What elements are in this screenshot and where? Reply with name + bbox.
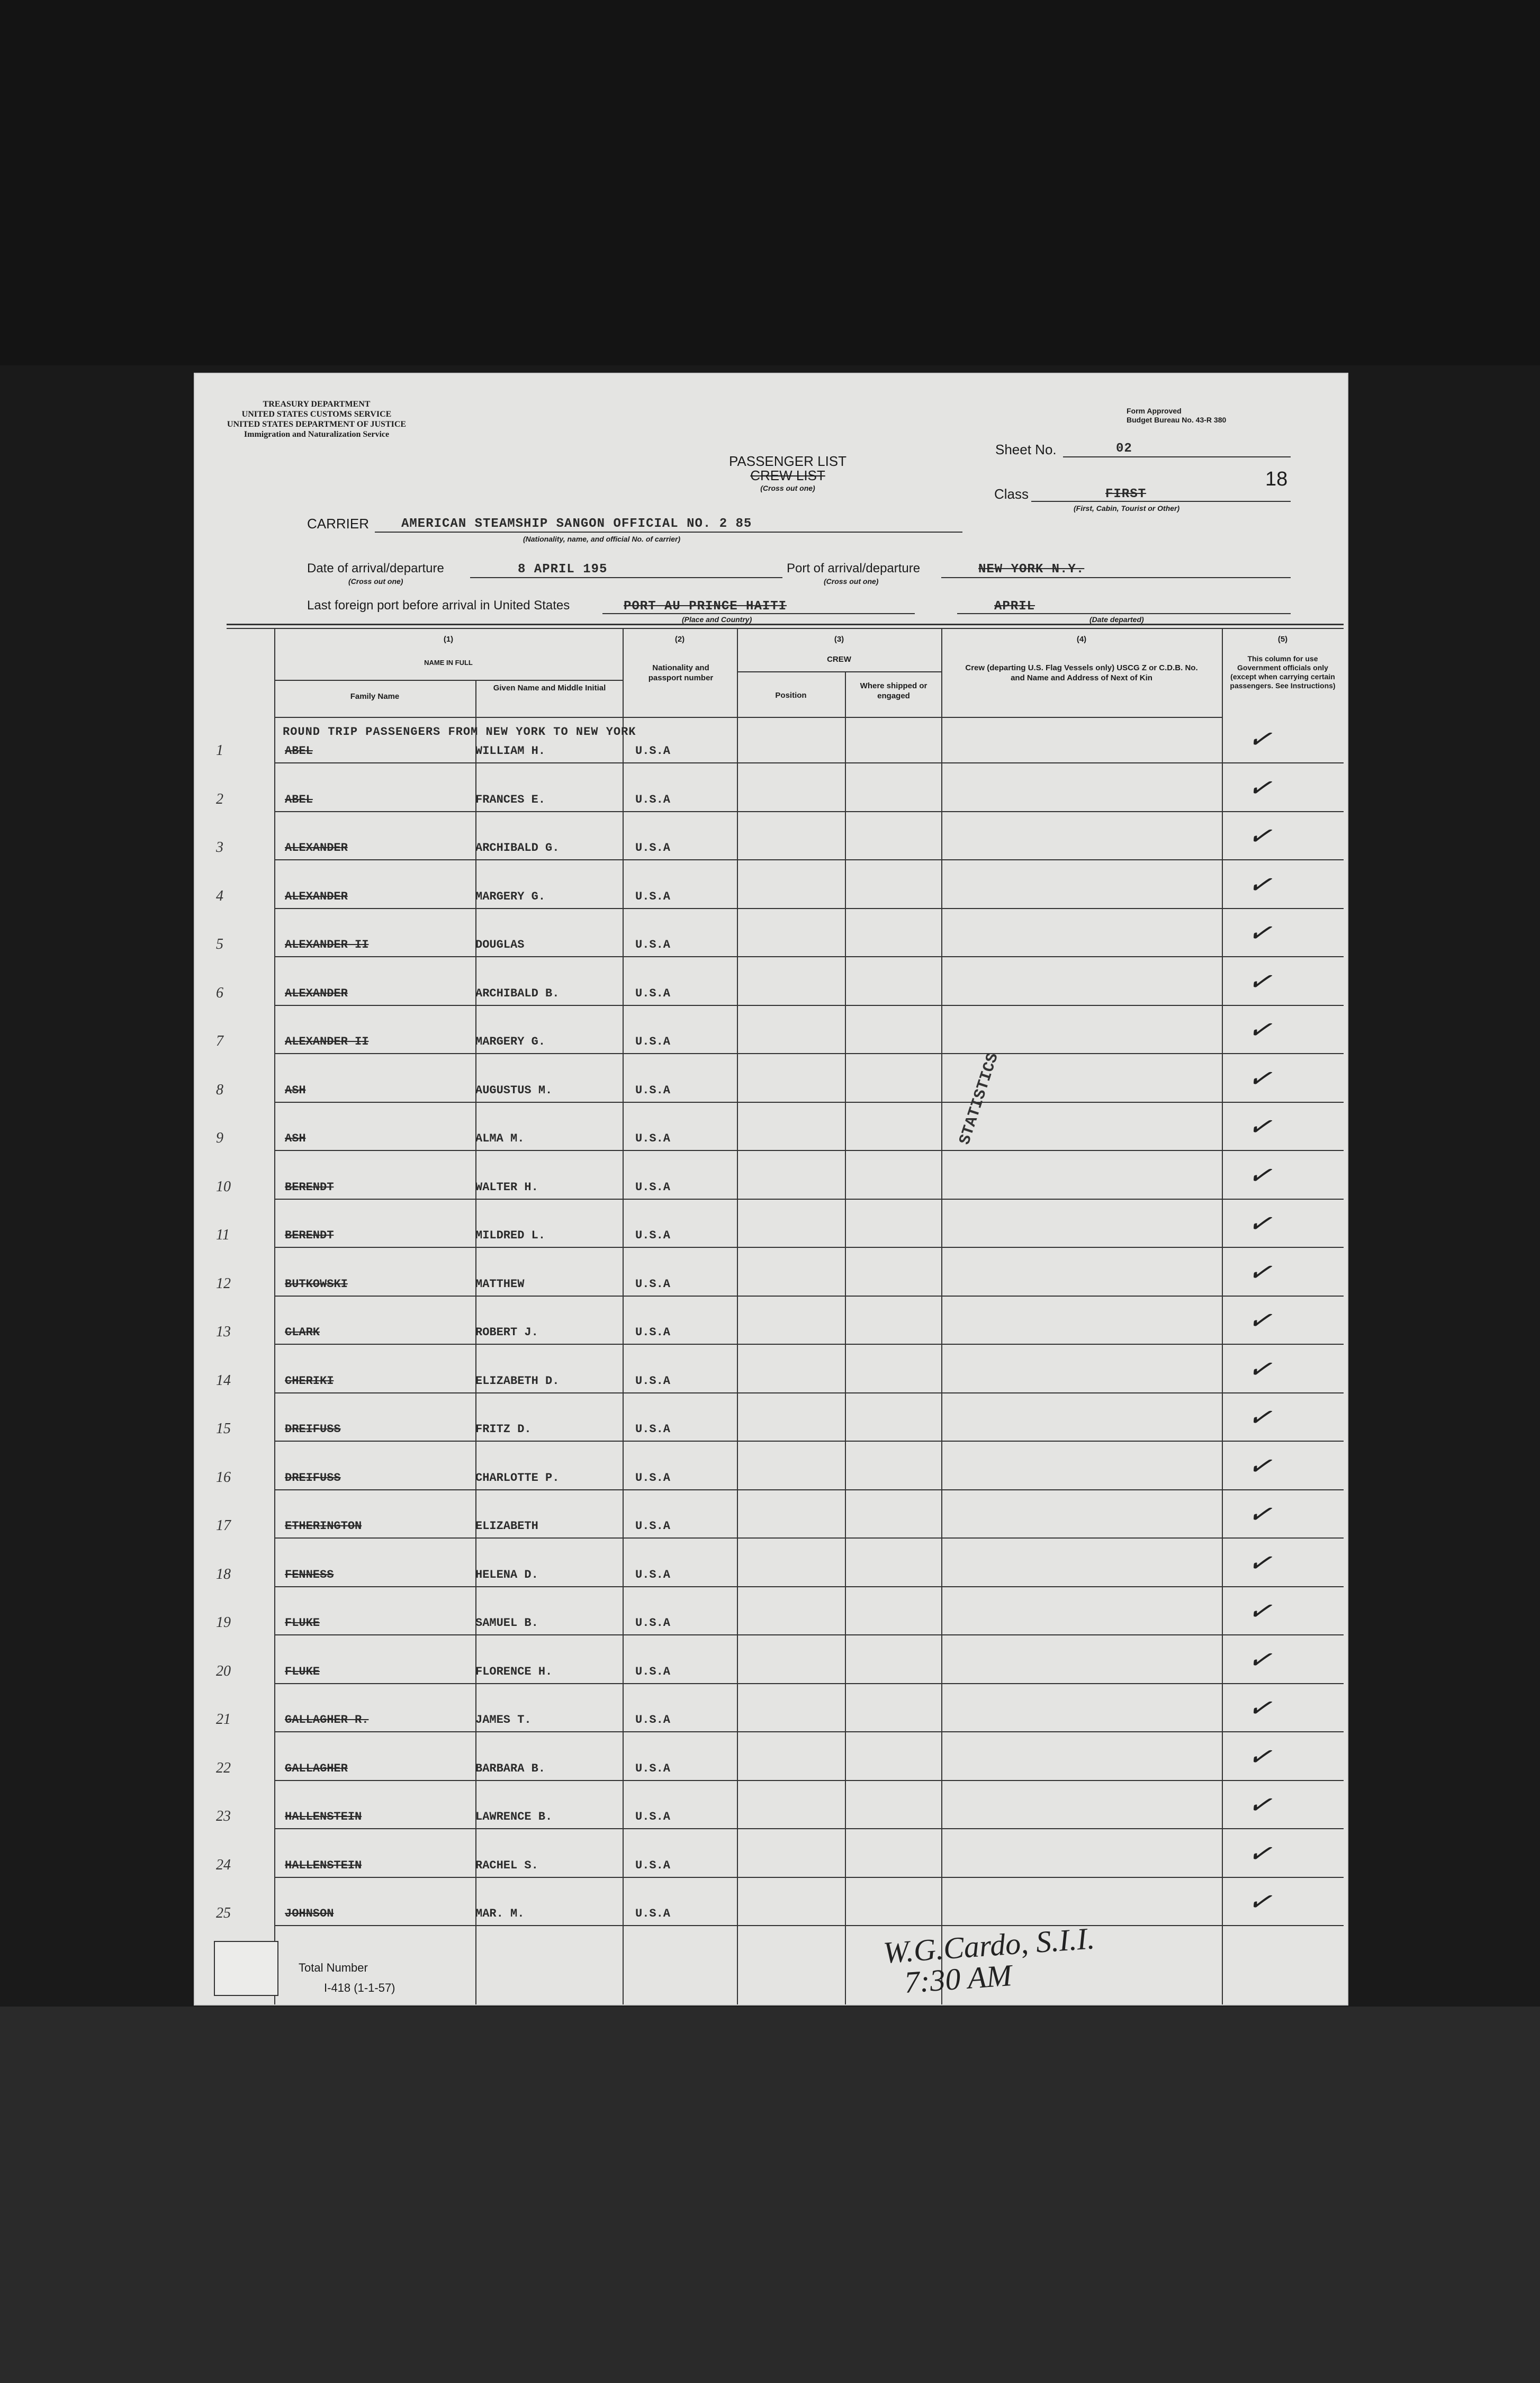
inspection-time: 7:30 AM	[903, 1957, 1013, 2000]
passenger-family-name: ABEL	[285, 793, 313, 806]
row-rule	[274, 1537, 1344, 1539]
passenger-given-name: LAWRENCE B.	[475, 1810, 553, 1823]
arrival-date-label: Date of arrival/departure	[307, 561, 444, 575]
passenger-family-name: ASH	[285, 1084, 306, 1097]
budget-bureau-line: Budget Bureau No. 43-R 380	[1127, 416, 1227, 424]
row-rule	[274, 1296, 1344, 1297]
arrival-port-hint: (Cross out one)	[824, 577, 879, 586]
passenger-nationality: U.S.A	[635, 1084, 671, 1097]
passenger-given-name: SAMUEL B.	[475, 1616, 538, 1630]
date-departed-value: APRIL	[994, 599, 1035, 614]
passenger-nationality: U.S.A	[635, 1229, 671, 1242]
col-crew-departing: Crew (departing U.S. Flag Vessels only) USCG Z or C.D.B. No. and Name and Address of Next of Kin	[965, 663, 1198, 682]
row-rule	[274, 1247, 1344, 1248]
row-rule	[274, 1005, 1344, 1006]
passenger-nationality: U.S.A	[635, 1471, 671, 1485]
government-check-mark: ✓	[1246, 868, 1274, 902]
passenger-family-name: GALLAGHER	[285, 1762, 348, 1775]
passenger-nationality: U.S.A	[635, 1859, 671, 1872]
header-bottom-rule	[274, 717, 1222, 718]
class-hint: (First, Cabin, Tourist or Other)	[1074, 504, 1180, 512]
sheet-no-line	[1063, 456, 1291, 457]
col2-number: (2)	[674, 635, 685, 644]
table-top-rule	[227, 624, 1344, 625]
title-passenger-list: PASSENGER LIST	[728, 453, 847, 469]
government-check-mark: ✓	[1246, 1303, 1274, 1338]
sheet-no-value: 02	[1116, 442, 1132, 456]
row-margin-number: 20	[216, 1663, 231, 1679]
row-rule	[274, 1731, 1344, 1732]
row-rule	[274, 1925, 1344, 1926]
arrival-port-line	[941, 577, 1291, 578]
row-margin-number: 9	[216, 1130, 223, 1146]
government-check-mark: ✓	[1246, 1594, 1274, 1629]
carrier-line	[375, 532, 962, 533]
passenger-given-name: JAMES T.	[475, 1713, 532, 1726]
row-rule	[274, 1828, 1344, 1829]
passenger-family-name: HALLENSTEIN	[285, 1859, 362, 1872]
col5-number: (5)	[1277, 635, 1288, 644]
passenger-nationality: U.S.A	[635, 938, 671, 951]
passenger-family-name: DREIFUSS	[285, 1471, 341, 1485]
row-margin-number: 14	[216, 1372, 231, 1389]
government-check-mark: ✓	[1246, 1449, 1274, 1483]
government-check-mark: ✓	[1246, 1352, 1274, 1387]
passenger-nationality: U.S.A	[635, 1132, 671, 1145]
passenger-family-name: ALEXANDER	[285, 841, 348, 855]
row-margin-number: 15	[216, 1420, 231, 1437]
passenger-family-name: BERENDT	[285, 1229, 334, 1242]
passenger-nationality: U.S.A	[635, 1616, 671, 1630]
government-check-mark: ✓	[1246, 1691, 1274, 1725]
form-approved-line: Form Approved	[1127, 407, 1182, 415]
col-line-crew-dep	[1222, 628, 1223, 2004]
title-cross-out-hint: (Cross out one)	[760, 484, 815, 492]
foreign-port-label: Last foreign port before arrival in United States	[307, 598, 570, 613]
passenger-given-name: ARCHIBALD B.	[475, 987, 560, 1000]
government-check-mark: ✓	[1246, 1255, 1274, 1290]
passenger-nationality: U.S.A	[635, 1665, 671, 1678]
row-rule	[274, 859, 1344, 860]
row-rule	[274, 1634, 1344, 1635]
passenger-given-name: AUGUSTUS M.	[475, 1084, 553, 1097]
form-approved	[1127, 407, 1226, 425]
government-check-mark: ✓	[1246, 965, 1274, 999]
passenger-nationality: U.S.A	[635, 841, 671, 855]
government-check-mark: ✓	[1246, 1497, 1274, 1532]
col-line-family	[475, 680, 476, 2004]
name-subheader-rule	[274, 680, 475, 681]
passenger-family-name: FLUKE	[285, 1616, 320, 1630]
row-margin-number: 24	[216, 1857, 231, 1873]
form-title	[682, 453, 894, 492]
passenger-given-name: ALMA M.	[475, 1132, 525, 1145]
row-margin-number: 2	[216, 791, 223, 807]
col-government-use: This column for use Government officials only (except when carrying certain passengers. See Instructions)	[1230, 654, 1336, 690]
government-check-mark: ✓	[1246, 1788, 1274, 1822]
government-check-mark: ✓	[1246, 1546, 1274, 1580]
carrier-hint: (Nationality, name, and official No. of carrier)	[523, 535, 681, 543]
col4-number: (4)	[1076, 635, 1087, 644]
government-check-mark: ✓	[1246, 1062, 1274, 1096]
col-nationality: Nationality and passport number	[648, 663, 714, 682]
col-where-shipped: Where shipped or engaged	[860, 681, 927, 700]
row-rule	[274, 1441, 1344, 1442]
passenger-given-name: MAR. M.	[475, 1907, 525, 1920]
passenger-family-name: ALEXANDER II	[285, 938, 369, 951]
agency-ins: Immigration and Naturalization Service	[244, 430, 390, 439]
row-rule	[274, 1489, 1344, 1490]
passenger-given-name: WILLIAM H.	[475, 744, 546, 758]
arrival-port-value: NEW YORK N.Y.	[978, 562, 1085, 577]
passenger-family-name: CLARK	[285, 1326, 320, 1339]
passenger-list-form	[195, 374, 1347, 2004]
row-margin-number: 7	[216, 1033, 223, 1049]
passenger-given-name: BARBARA B.	[475, 1762, 546, 1775]
row-margin-number: 22	[216, 1760, 231, 1776]
passenger-family-name: FLUKE	[285, 1665, 320, 1678]
passenger-family-name: BUTKOWSKI	[285, 1278, 348, 1291]
row-margin-number: 10	[216, 1179, 231, 1195]
row-rule	[274, 1150, 1344, 1151]
passenger-given-name: MARGERY G.	[475, 890, 546, 903]
col-family-name: Family Name	[350, 692, 400, 701]
passenger-family-name: ALEXANDER II	[285, 1035, 369, 1048]
col-line-nationality	[737, 628, 738, 2004]
total-number-box	[214, 1941, 278, 1996]
passenger-nationality: U.S.A	[635, 744, 671, 758]
passenger-family-name: BERENDT	[285, 1181, 334, 1194]
row-margin-number: 18	[216, 1566, 231, 1582]
col3-number: (3)	[834, 635, 844, 644]
passenger-given-name: ROBERT J.	[475, 1326, 538, 1339]
passenger-given-name: RACHEL S.	[475, 1859, 538, 1872]
row-margin-number: 4	[216, 888, 223, 904]
round-trip-heading: ROUND TRIP PASSENGERS FROM NEW YORK TO NEW YORK	[283, 725, 636, 739]
passenger-given-name: FRANCES E.	[475, 793, 546, 806]
passenger-family-name: ABEL	[285, 744, 313, 758]
row-margin-number: 12	[216, 1275, 231, 1292]
carrier-value: AMERICAN STEAMSHIP SANGON OFFICIAL NO. 2 85	[401, 517, 752, 531]
passenger-nationality: U.S.A	[635, 987, 671, 1000]
passenger-nationality: U.S.A	[635, 1907, 671, 1920]
scan-dark-border-bottom	[0, 2007, 1540, 2383]
row-rule	[274, 956, 1344, 957]
government-check-mark: ✓	[1246, 722, 1274, 757]
passenger-given-name: ARCHIBALD G.	[475, 841, 560, 855]
date-departed-hint: (Date departed)	[1089, 615, 1144, 624]
title-crew-list: CREW LIST	[750, 467, 825, 483]
passenger-nationality: U.S.A	[635, 1423, 671, 1436]
arrival-date-line	[470, 577, 782, 578]
passenger-nationality: U.S.A	[635, 1713, 671, 1726]
sheet-no-label: Sheet No.	[995, 442, 1057, 457]
row-margin-number: 13	[216, 1324, 231, 1340]
government-check-mark: ✓	[1246, 1885, 1274, 1919]
passenger-family-name: ETHERINGTON	[285, 1519, 362, 1533]
row-margin-number: 11	[216, 1227, 230, 1243]
carrier-label: CARRIER	[307, 516, 370, 532]
passenger-family-name: HALLENSTEIN	[285, 1810, 362, 1823]
government-check-mark: ✓	[1246, 771, 1274, 805]
row-rule	[274, 1392, 1344, 1393]
col-given-name: Given Name and Middle Initial	[493, 684, 606, 693]
row-margin-number: 21	[216, 1711, 231, 1728]
passenger-nationality: U.S.A	[635, 793, 671, 806]
inspector-signature: W.G.Cardo, S.I.I.	[882, 1921, 1096, 1970]
passenger-family-name: DREIFUSS	[285, 1423, 341, 1436]
row-margin-number: 3	[216, 839, 223, 856]
passenger-nationality: U.S.A	[635, 1181, 671, 1194]
government-check-mark: ✓	[1246, 1837, 1274, 1871]
row-rule	[274, 908, 1344, 909]
passenger-family-name: JOHNSON	[285, 1907, 334, 1920]
row-margin-number: 6	[216, 985, 223, 1001]
passenger-nationality: U.S.A	[635, 1326, 671, 1339]
government-check-mark: ✓	[1246, 1400, 1274, 1435]
row-rule	[274, 762, 1344, 763]
row-margin-number: 19	[216, 1614, 231, 1631]
government-check-mark: ✓	[1246, 916, 1274, 950]
passenger-family-name: ALEXANDER	[285, 987, 348, 1000]
row-margin-number: 16	[216, 1469, 231, 1486]
passenger-given-name: DOUGLAS	[475, 938, 525, 951]
row-rule	[274, 811, 1344, 812]
agency-customs: UNITED STATES CUSTOMS SERVICE	[241, 410, 392, 419]
row-rule	[274, 1199, 1344, 1200]
arrival-date-hint: (Cross out one)	[348, 577, 403, 586]
class-label: Class	[994, 486, 1029, 502]
passenger-given-name: FLORENCE H.	[475, 1665, 553, 1678]
col-position: Position	[775, 691, 807, 700]
row-rule	[274, 1053, 1344, 1054]
agency-justice: UNITED STATES DEPARTMENT OF JUSTICE	[227, 420, 407, 429]
agency-treasury: TREASURY DEPARTMENT	[263, 400, 371, 409]
agency-block	[216, 399, 417, 439]
government-check-mark: ✓	[1246, 1013, 1274, 1047]
passenger-given-name: FRITZ D.	[475, 1423, 532, 1436]
row-rule	[274, 1344, 1344, 1345]
row-margin-number: 25	[216, 1905, 231, 1921]
passenger-given-name: MATTHEW	[475, 1278, 525, 1291]
passenger-nationality: U.S.A	[635, 1519, 671, 1533]
government-check-mark: ✓	[1246, 819, 1274, 853]
passenger-given-name: ELIZABETH	[475, 1519, 538, 1533]
crew-subheader-rule	[737, 671, 941, 672]
passenger-nationality: U.S.A	[635, 1278, 671, 1291]
class-line	[1031, 501, 1291, 502]
col-crew: CREW	[827, 655, 851, 664]
col-line-crew	[941, 628, 942, 2004]
government-check-mark: ✓	[1246, 1110, 1274, 1144]
passenger-family-name: FENNESS	[285, 1568, 334, 1581]
col-line-position	[845, 671, 846, 2004]
table-top-rule-2	[227, 628, 1344, 629]
passenger-family-name: ALEXANDER	[285, 890, 348, 903]
sheet-handwritten-number: 18	[1265, 468, 1288, 490]
passenger-given-name: MILDRED L.	[475, 1229, 546, 1242]
arrival-port-label: Port of arrival/departure	[787, 561, 921, 575]
statistics-stamp: STATISTICS	[956, 1050, 1003, 1147]
foreign-port-hint: (Place and Country)	[682, 615, 752, 624]
row-margin-number: 1	[216, 742, 223, 759]
col-line-left	[274, 628, 275, 2004]
government-check-mark: ✓	[1246, 1740, 1274, 1774]
form-id: I-418 (1-1-57)	[324, 1981, 395, 1994]
col1-title: NAME IN FULL	[424, 659, 473, 667]
scan-dark-border-top	[0, 0, 1540, 365]
government-check-mark: ✓	[1246, 1207, 1274, 1241]
passenger-given-name: CHARLOTTE P.	[475, 1471, 560, 1485]
passenger-given-name: WALTER H.	[475, 1181, 538, 1194]
passenger-nationality: U.S.A	[635, 1035, 671, 1048]
passenger-nationality: U.S.A	[635, 1762, 671, 1775]
name-subheader-rule-2	[475, 680, 623, 681]
government-check-mark: ✓	[1246, 1643, 1274, 1677]
government-check-mark: ✓	[1246, 1158, 1274, 1193]
row-rule	[274, 1780, 1344, 1781]
passenger-nationality: U.S.A	[635, 1568, 671, 1581]
class-value: FIRST	[1105, 487, 1147, 501]
total-number-label: Total Number	[299, 1961, 368, 1974]
row-margin-number: 5	[216, 936, 223, 952]
passenger-nationality: U.S.A	[635, 1374, 671, 1388]
row-margin-number: 17	[216, 1517, 231, 1534]
row-margin-number: 8	[216, 1082, 223, 1098]
passenger-given-name: MARGERY G.	[475, 1035, 546, 1048]
col-line-given	[623, 628, 624, 2004]
passenger-given-name: HELENA D.	[475, 1568, 538, 1581]
arrival-date-value: 8 APRIL 195	[518, 562, 608, 577]
col1-number: (1)	[443, 635, 454, 644]
passenger-family-name: ASH	[285, 1132, 306, 1145]
passenger-nationality: U.S.A	[635, 890, 671, 903]
row-rule	[274, 1683, 1344, 1684]
passenger-family-name: CHERIKI	[285, 1374, 334, 1388]
row-rule	[274, 1102, 1344, 1103]
passenger-given-name: ELIZABETH D.	[475, 1374, 560, 1388]
foreign-port-value: PORT AU PRINCE HAITI	[624, 599, 787, 614]
row-rule	[274, 1586, 1344, 1587]
row-rule	[274, 1877, 1344, 1878]
row-margin-number: 23	[216, 1808, 231, 1824]
passenger-nationality: U.S.A	[635, 1810, 671, 1823]
passenger-family-name: GALLAGHER R.	[285, 1713, 369, 1726]
